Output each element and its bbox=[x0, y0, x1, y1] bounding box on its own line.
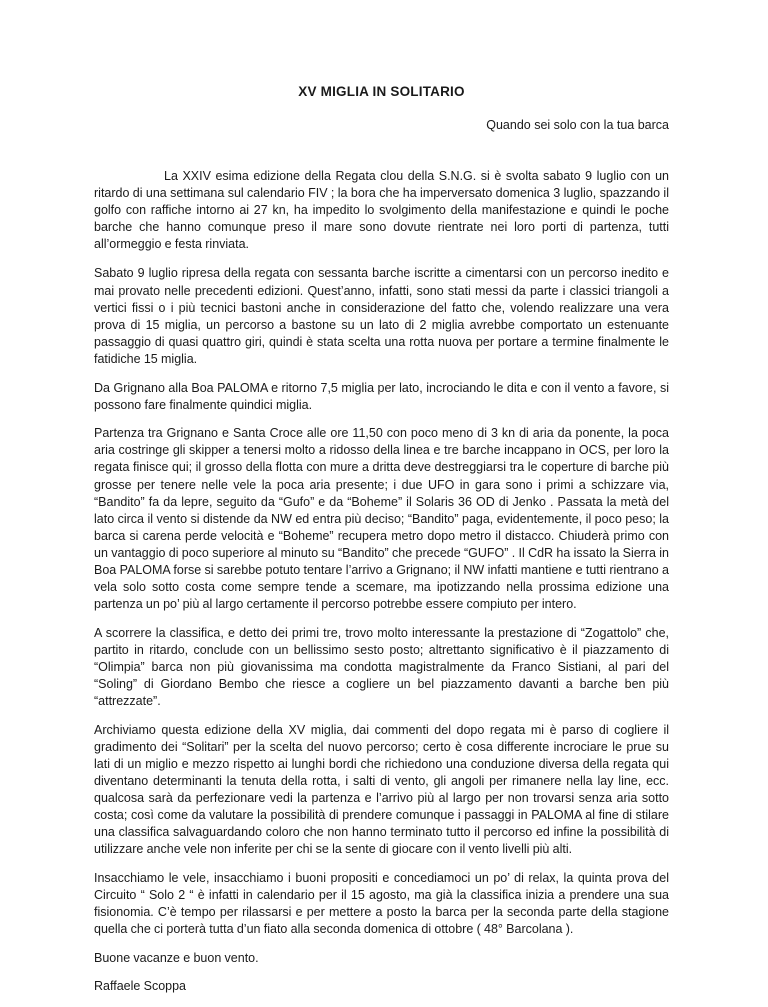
paragraph-standings: A scorrere la classifica, e detto dei primi tre, trovo molto interessante la prestazione di “Zogattolo” che, partito in ritardo, conclude con un bellissimo sesto posto; altrettanto significativo è il piazzamento di “Olimpia” barca non più giovanissima ma condotta magistralmente da Franco Sistiani, al pari del “Soling” di Giordano Bembo che riesce a cogliere un bel piazzamento davanti a barche ben più “attrezzate”. bbox=[94, 625, 669, 709]
signature: Raffaele Scoppa bbox=[94, 979, 186, 994]
document-title: XV MIGLIA IN SOLITARIO bbox=[298, 84, 465, 99]
paragraph-race-report: Partenza tra Grignano e Santa Croce alle ore 11,50 con poco meno di 3 kn di aria da ponente, la poca aria costringe gli skipper a tenersi molto a ridosso della linea e tre barche incappano in OCS, per loro la regata finisce qui; il grosso della flotta con mure a dritta deve destreggiarsi tra le coperture di barche più grosse per tenere nelle vele la poca aria presente; i due UFO in gara sono i primi a schizzare via, “Bandito” fa da lepre, seguito da “Gufo” e da “Boheme” il Solaris 36 OD di Jenko . Passata la metà del lato circa il vento si distende da NW ed entra più deciso; “Bandito” paga, evidentemente, il poco peso; la barca si carena perde velocità e “Boheme” recupera metro dopo metro il distacco. Chiuderà primo con un vantaggio di poco superiore al minuto su “Bandito” che precede “GUFO” . Il CdR ha issato la Sierra in Boa PALOMA forse si sarebbe potuto tentare l’arrivo a Grignano; il NW infatti mantiene e tutti rientrano a vela solo sotto costa come sempre tende a scemare, ma ipotizzando nella prossima edizione una partenza un po’ più al largo certamente il percorso potrebbe essere compiuto per intero. bbox=[94, 426, 669, 612]
paragraph-outlook: Insacchiamo le vele, insacchiamo i buoni propositi e concediamoci un po’ di relax, la quinta prova del Circuito “ Solo 2 “ è infatti in calendario per il 15 agosto, ma già la classifica inizia a prendere una sua fisionomia. C’è tempo per rilassarsi e per mettere a posto la barca per la seconda parte della stagione quella che ci porterà tutta d’un fiato alla seconda domenica di ottobre ( 48° Barcolana ). bbox=[94, 870, 669, 937]
paragraph-review: Archiviamo questa edizione della XV miglia, dai commenti del dopo regata mi è parso di cogliere il gradimento dei “Solitari” per la scelta del nuovo percorso; certo è cosa differente incrociare le prue su lati di un miglio e mezzo rispetto ai lunghi bordi che richiedono una conduzione diversa della regata qui diventano determinanti la tenuta della rotta, i salti di vento, gli angoli per rimanere nella lay line, ecc. qualcosa sarà da perfezionare vedi la partenza e l’arrivo più al largo per non trovarsi senza aria sotto costa; così come da valutare la possibilità di prendere comunque i passaggi in PALOMA al fine di stilare una classifica salvaguardando coloro che non hanno terminato tutto il percorso ed infine la possibilità di utilizzare anche vele non inferite per chi se la sente di giocare con il vento livelli più alti. bbox=[94, 722, 669, 857]
paragraph-intro: La XXIV esima edizione della Regata clou della S.N.G. si è svolta sabato 9 luglio con un ritardo di una settimana sul calendario FIV ; la bora che ha imperversato domenica 3 luglio, spazzando il golfo con raffiche intorno ai 27 kn, ha impedito lo svolgimento della manifestazione e quindi le poche barche che hanno comunque preso il mare sono dovute rientrate nei loro porti di partenza, tutti all’ormeggio e festa rinviata. bbox=[94, 169, 669, 252]
document-subtitle: Quando sei solo con la tua barca bbox=[486, 118, 669, 132]
document-body bbox=[94, 168, 669, 1007]
paragraph-restart: Sabato 9 luglio ripresa della regata con sessanta barche iscritte a cimentarsi con un percorso inedito e mai provato nelle precedenti edizioni. Quest’anno, infatti, sono stati messi da parte i classici triangoli a vertici fissi o i più tecnici bastoni anche in considerazione del fatto che, volendo realizzare una vera prova di 15 miglia, un percorso a bastone su un lato di 2 miglia avrebbe comportato un estenuante passaggio di quasi quattro giri, quindi è stata scelta una rotta nuova per portare a termine finalmente le fatidiche 15 miglia. bbox=[94, 266, 669, 366]
paragraph-course: Da Grignano alla Boa PALOMA e ritorno 7,5 miglia per lato, incrociando le dita e con il vento a favore, si possono fare finalmente quindici miglia. bbox=[94, 380, 669, 412]
closing-line: Buone vacanze e buon vento. bbox=[94, 950, 259, 965]
